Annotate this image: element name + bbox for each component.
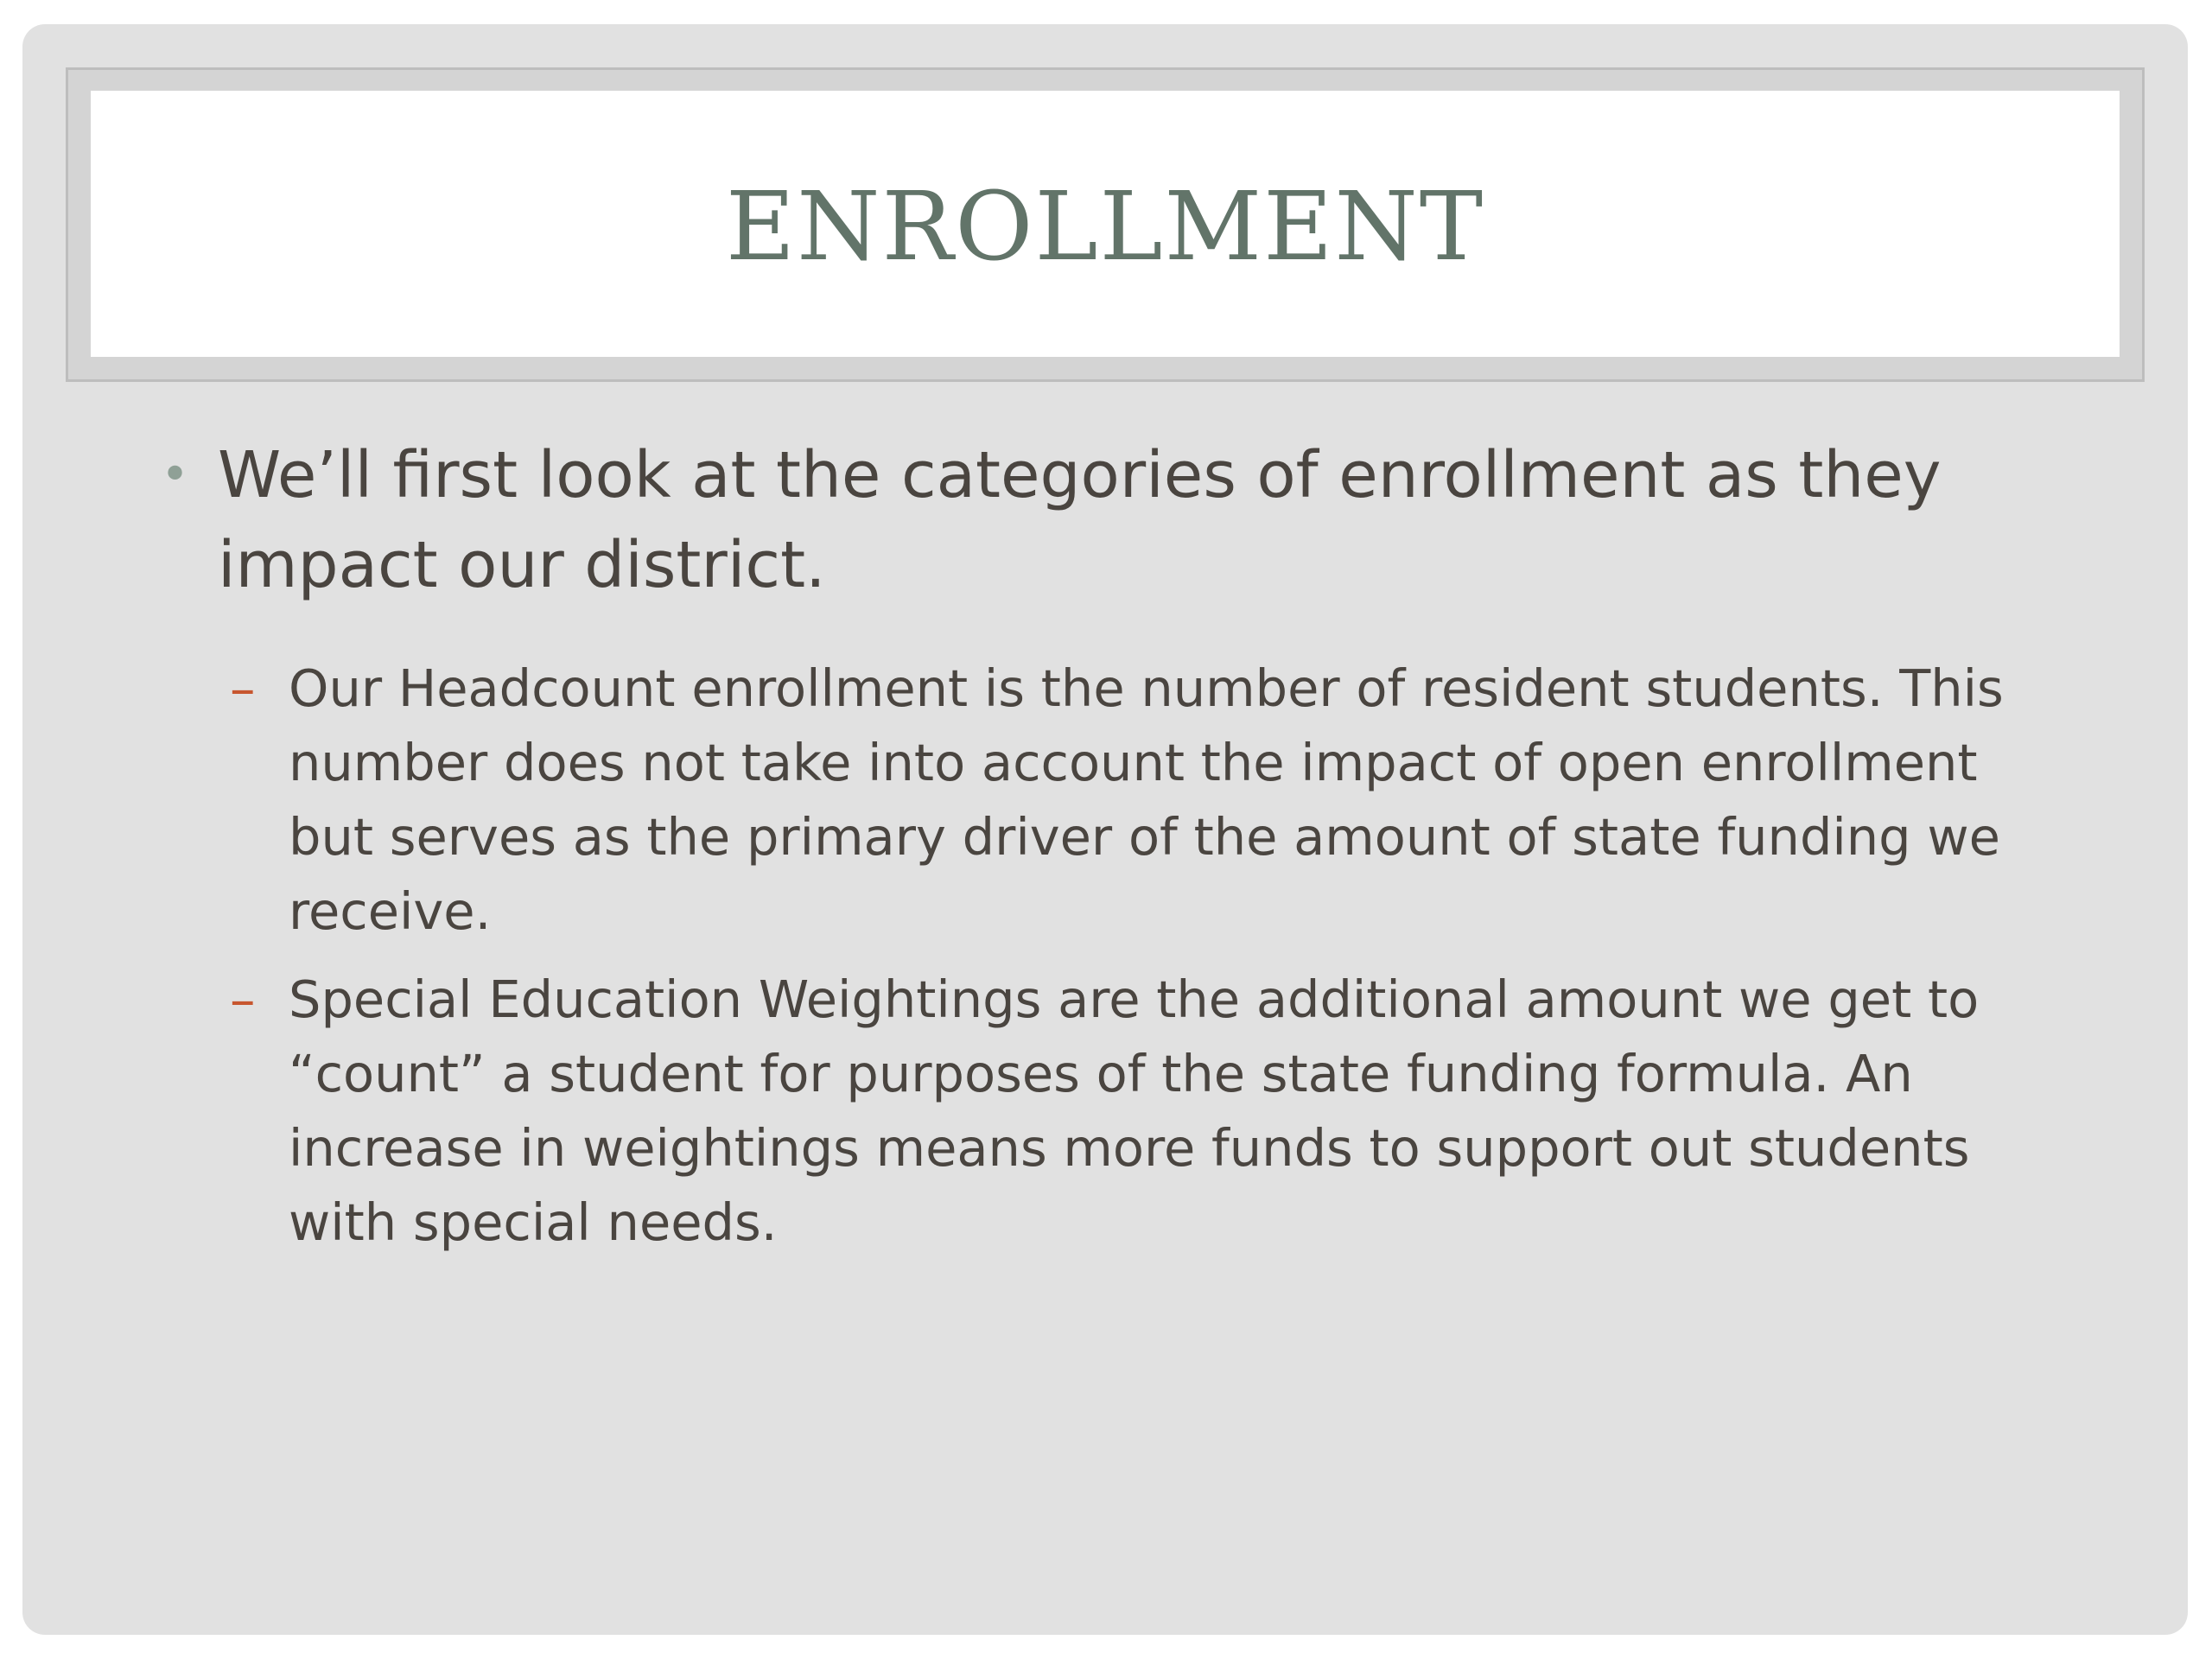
- sub-bullet-dash-icon: –: [230, 969, 256, 1029]
- slide-title: ENROLLMENT: [725, 171, 1485, 282]
- slide: [22, 24, 2188, 1635]
- bullet-dot-icon: •: [161, 447, 190, 503]
- bullet-text: We’ll first look at the categories of enrollment as they impact our district.: [218, 438, 1942, 602]
- sub-bullet-dash-icon: –: [230, 658, 256, 718]
- slide-body: [22, 24, 2188, 1635]
- sub-bullet-special-education: Special Education Weightings are the additional amount we get to “count” a student for purposes of the state funding formula. An increase in weightings means more funds to support out students with special needs.: [289, 969, 1980, 1252]
- sub-bullet-headcount: Our Headcount enrollment is the number of resident students. This number does not take into account the impact of open enrollment but serves as the primary driver of the amount of state funding we receive.: [289, 658, 2004, 941]
